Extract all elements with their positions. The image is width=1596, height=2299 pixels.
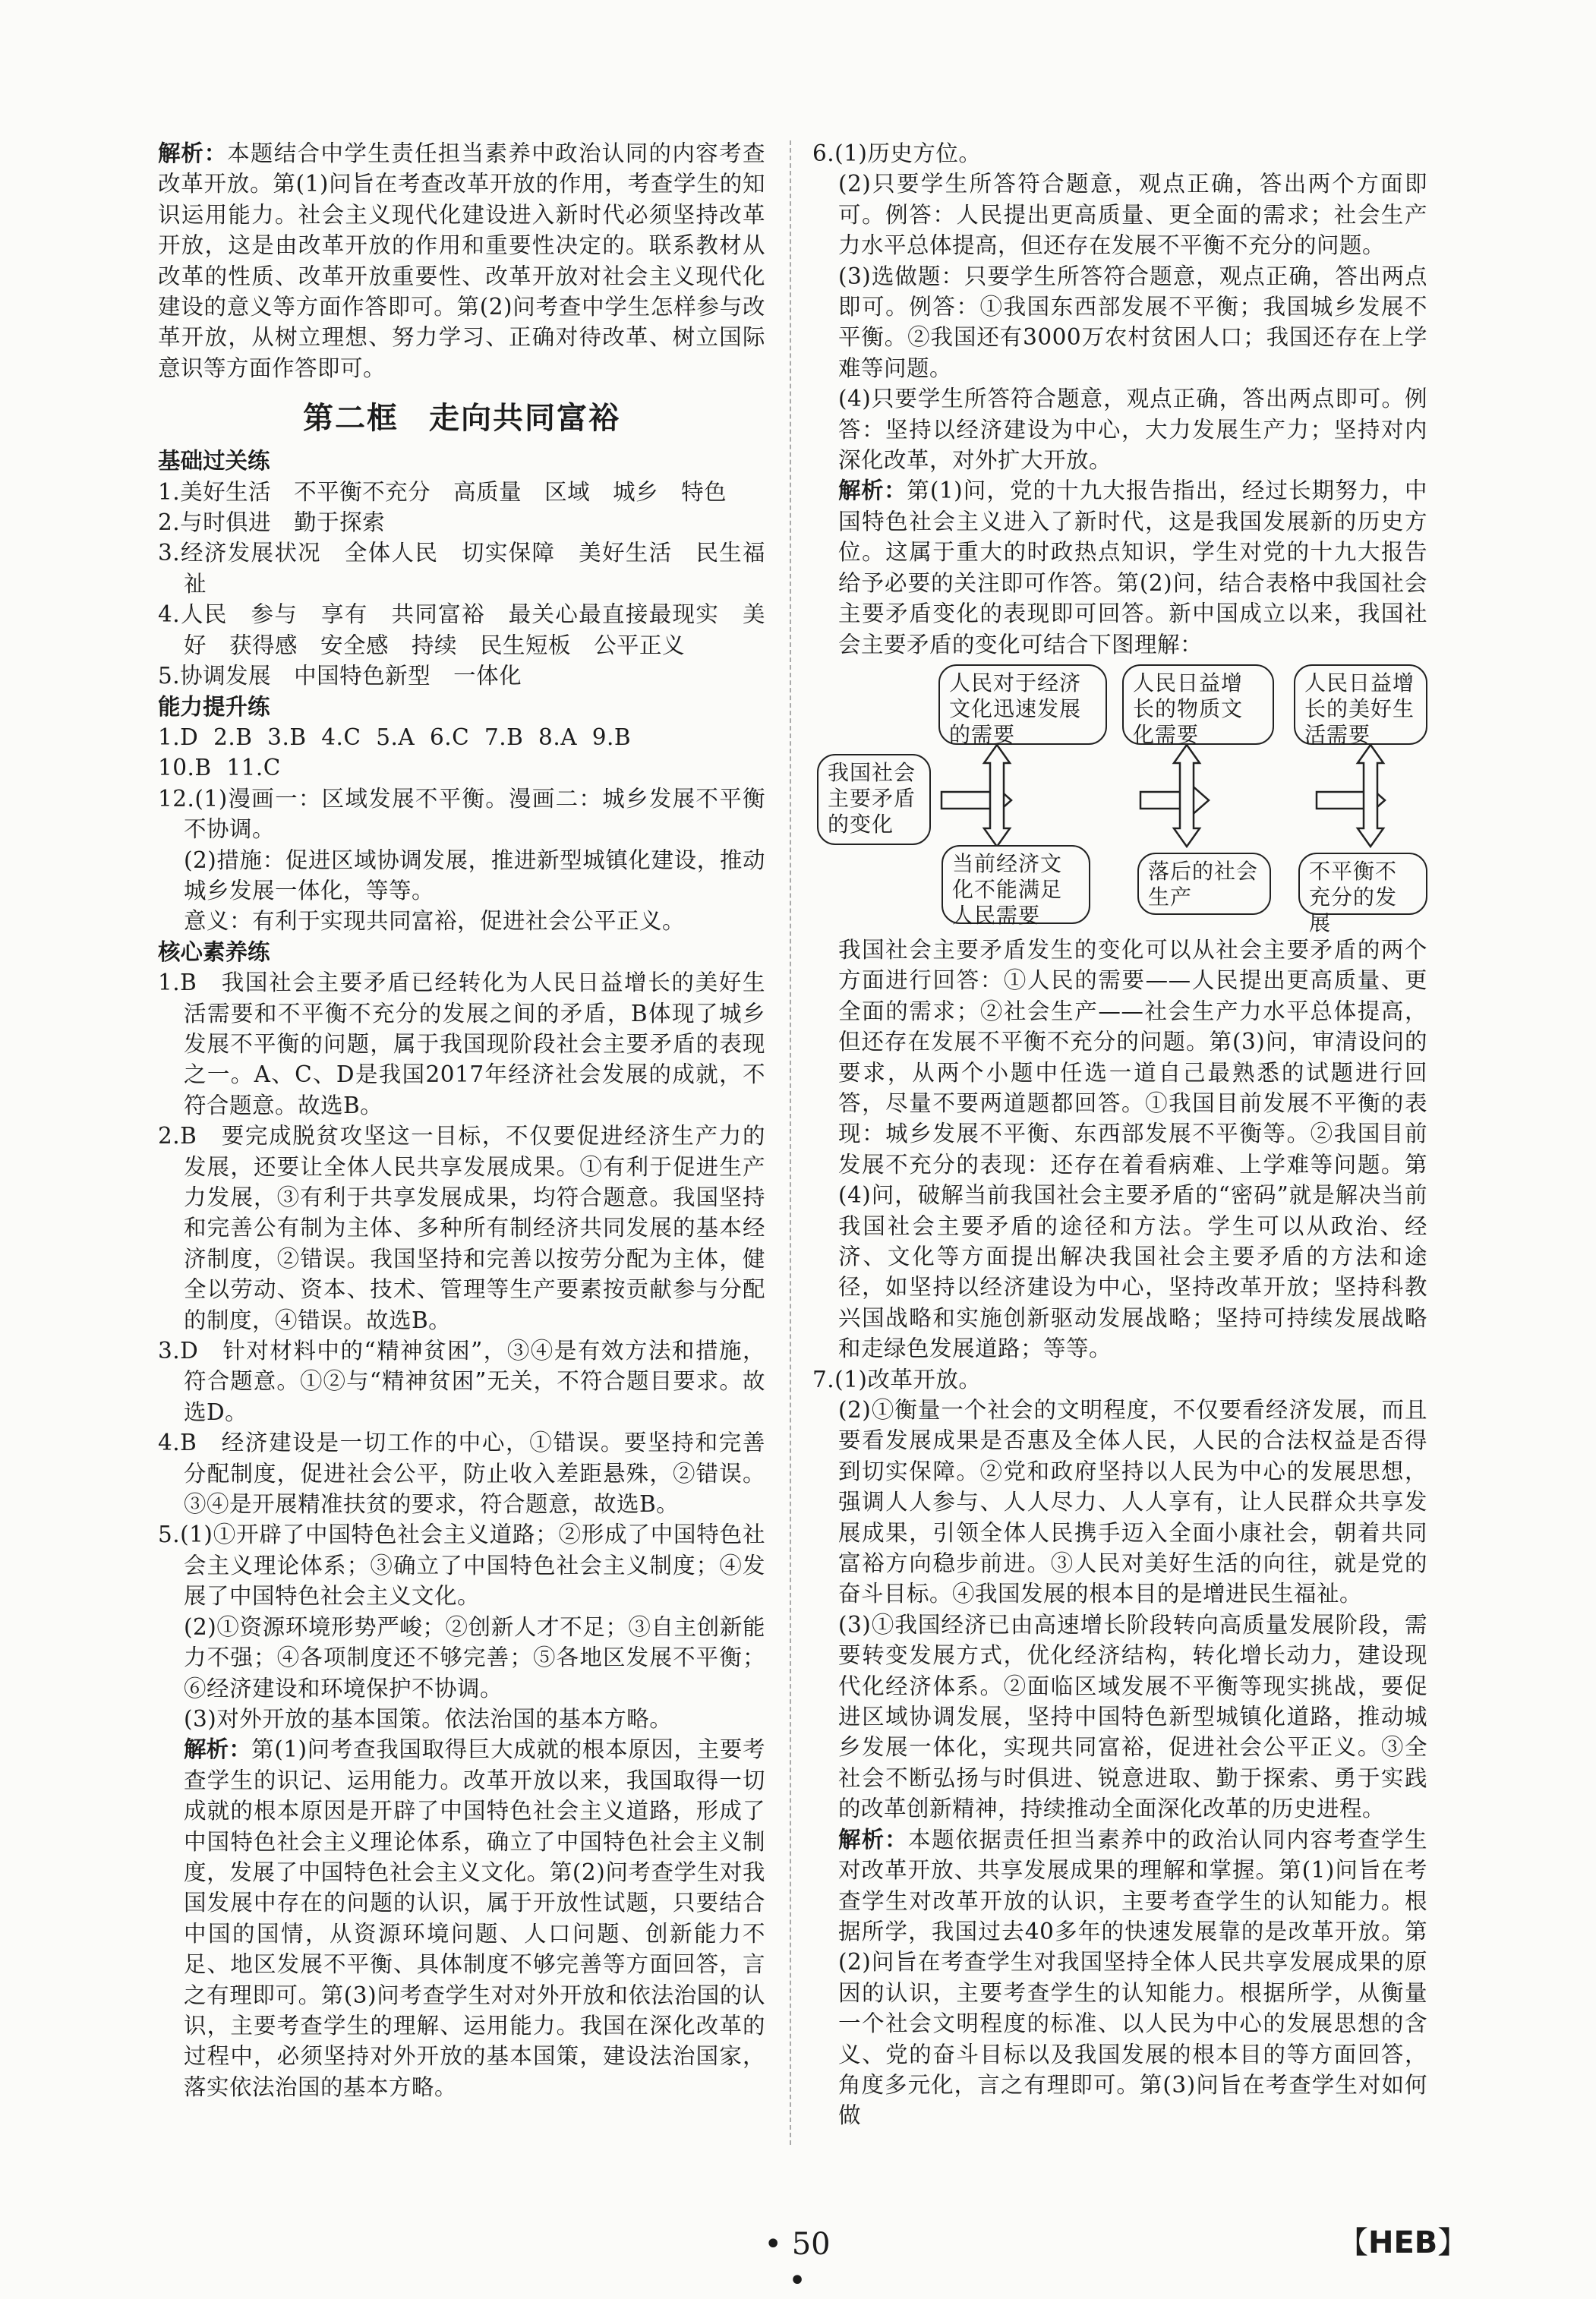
- q6-part-2: (2)只要学生所答符合题意，观点正确，答出两个方面即可。例答：人民提出更高质量、更全面的需求；社会生产力水平总体提高，但还存在发展不平衡不充分的问题。: [838, 171, 1427, 259]
- section-title-prefix: 第二框: [303, 401, 399, 437]
- basic-item: 4.人民 参与 享有 共同富裕 最关心最直接最现实 美好 获得感 安全感 持续 民生短板 公平正义: [158, 601, 765, 658]
- q5-analysis: [158, 1734, 765, 2102]
- section-title-main: 走向共同富裕: [429, 401, 620, 437]
- q12-part-1: 12.(1)漫画一：区域发展不平衡。漫画二：城乡发展不平衡不协调。: [158, 785, 765, 843]
- mc-answer: 11.C: [226, 755, 281, 781]
- analysis-label: 解析：: [158, 140, 228, 166]
- diagram-box-center: 我国社会主要矛盾的变化: [817, 754, 931, 845]
- core-item: 4.B 经济建设是一切工作的中心，①错误。要坚持和完善分配制度，促进社会公平，防止收入差距悬殊，②错误。③④是开展精准扶贫的要求，符合题意，故选B。: [158, 1430, 765, 1518]
- right-column: [812, 138, 1427, 2131]
- q7-analysis: [812, 1824, 1427, 2131]
- q7-part-2: (2)①衡量一个社会的文明程度，不仅要看经济发展，而且要看发展成果是否惠及全体人民，人民的合法权益是否得到切实保障。②党和政府坚持以人民为中心的发展思想，强调人人参与、人人尽力、人人享有，让人民群众共享发展成果，引领全体人民携手迈入全面小康社会，朝着共同富裕方向稳步前进。③人民对美好生活的向往，就是党的奋斗目标。④我国发展的根本目的是增进民生福祉。: [838, 1397, 1427, 1607]
- core-item: 2.B 要完成脱贫攻坚这一目标，不仅要促进经济生产力的发展，还要让全体人民共享发展成果。①有利于促进生产力发展，③有利于共享发展成果，均符合题意。我国坚持和完善公有制为主体、多种所有制经济共同发展的基本经济制度，②错误。我国坚持和完善以按劳分配为主体，健全以劳动、资本、技术、管理等生产要素按贡献参与分配的制度，④错误。故选B。: [158, 1123, 765, 1333]
- column-divider: [790, 140, 791, 2145]
- bracket-open: 【: [1338, 2225, 1368, 2260]
- q7-part-3: (3)①我国经济已由高速增长阶段转向高质量发展阶段，需要转变发展方式，优化经济结构，转化增长动力，建设现代化经济体系。②面临区域发展不平衡等现实挑战，要促进区域协调发展，坚持中国特色新型城镇化道路，推动城乡发展一体化，实现共同富裕，促进社会公平正义。③全社会不断弘扬与时俱进、锐意进取、勤于探索、勇于实践的改革创新精神，持续推动全面深化改革的历史进程。: [838, 1611, 1427, 1822]
- q6-part-3: (3)选做题：只要学生所答符合题意，观点正确，答出两点即可。例答：①我国东西部发展不平衡；我国城乡发展不平衡。②我国还有3000万农村贫困人口；我国还存在上学难等问题。: [838, 263, 1427, 381]
- diagram-box-bottom: 不平衡不充分的发展: [1298, 853, 1427, 915]
- diagram-box-bottom: 落后的社会生产: [1137, 853, 1271, 915]
- mc-answers-row-2: [158, 752, 765, 783]
- analysis-label: 解析：: [184, 1736, 252, 1763]
- heading-core: 核心素养练: [158, 938, 270, 965]
- section-title: [158, 394, 765, 443]
- q6-analysis-continued: 我国社会主要矛盾发生的变化可以从社会主要矛盾的两个方面进行回答：①人民的需要——人民提出更高质量、更全面的需求；②社会生产——社会生产力水平总体提高，但还存在发展不平衡不充分的问题。第(3)问，审清设问的要求，从两个小题中任选一道自己最熟悉的试题进行回答，尽量不要两道题都回答。①我国目前发展不平衡的表现：城乡发展不平衡、东西部发展不平衡等。②我国目前发展不充分的表现：还存在着看病难、上学难等问题。第(4)问，破解当前我国社会主要矛盾的“密码”就是解决当前我国社会主要矛盾的途径和方法。学生可以从政治、经济、文化等方面提出解决我国社会主要矛盾的方法和途径，如坚持以经济建设为中心，坚持改革开放；坚持科教兴国战略和实施创新驱动发展战略；坚持可持续发展战略和走绿色发展道路；等等。: [838, 936, 1427, 1362]
- book-code-text: HEB: [1368, 2225, 1438, 2260]
- mc-answer: 7.B: [484, 724, 524, 750]
- diagram-box-top: 人民日益增长的美好生活需要: [1294, 664, 1427, 745]
- analysis-text: 第(1)问，党的十九大报告指出，经过长期努力，中国特色社会主义进入了新时代，这是我国发展新的历史方位。这属于重大的时政热点知识，学生对党的十九大报告给予必要的关注即可作答。第(2)问，结合表格中我国社会主要矛盾变化的表现即可回答。新中国成立以来，我国社会主要矛盾的变化可结合下图理解：: [838, 478, 1427, 658]
- basic-item: 5.协调发展 中国特色新型 一体化: [158, 663, 522, 689]
- mc-answer: 2.B: [213, 724, 253, 750]
- mc-answer: 3.B: [267, 724, 307, 750]
- q5-part-2: (2)①资源环境形势严峻；②创新人才不足；③自主创新能力不强；④各项制度还不够完善；⑤各地区发展不平衡；⑥经济建设和环境保护不协调。: [184, 1613, 765, 1701]
- book-code: [1338, 2225, 1468, 2261]
- core-item: 3.D 针对材料中的“精神贫困”，③④是有效方法和措施，符合题意。①②与“精神贫困”无关，不符合题目要求。故选D。: [158, 1338, 765, 1425]
- basic-item: 1.美好生活 不平衡不充分 高质量 区域 城乡 特色: [158, 478, 727, 505]
- bracket-close: 】: [1437, 2225, 1468, 2260]
- page-number: • 50 •: [764, 2227, 831, 2298]
- analysis-text: 本题结合中学生责任担当素养中政治认同的内容考查改革开放。第(1)问旨在考查改革开放的作用，考查学生的知识运用能力。社会主义现代化建设进入新时代必须坚持改革开放，这是由改革开放的作用和重要性决定的。联系教材从改革的性质、改革开放重要性、改革开放对社会主义现代化建设的意义等方面作答即可。第(2)问考查中学生怎样参与改革开放，从树立理想、努力学习、正确对待改革、树立国际意识等方面作答即可。: [158, 140, 765, 381]
- left-column: [158, 138, 765, 2102]
- mc-answer: 4.C: [321, 724, 361, 750]
- analysis-label: 解析：: [838, 1826, 908, 1853]
- mc-answer: 6.C: [429, 724, 470, 750]
- mc-answers-row-1: [158, 722, 765, 752]
- analysis-text: 第(1)问考查我国取得巨大成就的根本原因，主要考查学生的识记、运用能力。改革开放以来，我国取得一切成就的根本原因是开辟了中国特色社会主义道路，形成了中国特色社会主义理论体系，确立了中国特色社会主义制度，发展了中国特色社会主义文化。第(2)问考查学生对我国发展中存在的问题的认识，属于开放性试题，只要结合中国的国情，从资源环境问题、人口问题、创新能力不足、地区发展不平衡、具体制度不够完善等方面回答，言之有理即可。第(3)问考查学生对对外开放和依法治国的认识，主要考查学生的理解、运用能力。我国在深化改革的过程中，必须坚持对外开放的基本国策，建设法治国家，落实依法治国的基本方略。: [184, 1736, 765, 2100]
- mc-answer: 8.A: [538, 724, 577, 750]
- q7-part-1: 7.(1)改革开放。: [812, 1366, 982, 1392]
- mc-answer: 9.B: [591, 724, 632, 750]
- diagram-box-top: 人民日益增长的物质文化需要: [1122, 664, 1274, 745]
- q6-part-1: 6.(1)历史方位。: [812, 140, 982, 166]
- analysis-label: 解析：: [838, 478, 907, 504]
- q6-analysis: [812, 475, 1427, 659]
- diagram-box-bottom: 当前经济文化不能满足人民需要: [942, 845, 1090, 924]
- q12-part-2: (2)措施：促进区域协调发展，推进新型城镇化建设，推动城乡发展一体化，等等。: [184, 847, 765, 904]
- diagram-box-top: 人民对于经济文化迅速发展的需要: [938, 664, 1107, 745]
- basic-item: 3.经济发展状况 全体人民 切实保障 美好生活 民生福祉: [158, 540, 765, 597]
- contradiction-diagram: [812, 663, 1427, 935]
- intro-analysis: [158, 138, 765, 383]
- q5-part-3: (3)对外开放的基本国策。依法治国的基本方略。: [184, 1705, 673, 1732]
- arrow-right: [1140, 784, 1209, 816]
- heading-basic: 基础过关练: [158, 448, 270, 475]
- mc-answer: 5.A: [376, 724, 415, 750]
- basic-item: 2.与时俱进 勤于探索: [158, 509, 386, 536]
- q5-part-1: 5.(1)①开辟了中国特色社会主义道路；②形成了中国特色社会主义理论体系；③确立了中国特色社会主义制度；④发展了中国特色社会主义文化。: [158, 1522, 765, 1610]
- core-item: 1.B 我国社会主要矛盾已经转化为人民日益增长的美好生活需要和不平衡不充分的发展之间的矛盾，B体现了城乡发展不平衡的问题，属于我国现阶段社会主要矛盾的表现之一。A、C、D是我国2017年经济社会发展的成就，不符合题意。故选B。: [158, 970, 765, 1118]
- q12-part-3: 意义：有利于实现共同富裕，促进社会公平正义。: [184, 908, 686, 935]
- heading-ability: 能力提升练: [158, 693, 270, 720]
- analysis-text: 本题依据责任担当素养中的政治认同内容考查学生对改革开放、共享发展成果的理解和掌握。第(1)问旨在考查学生对改革开放的认识，主要考查学生的认知能力。根据所学，我国过去40多年的快速发展靠的是改革开放。第(2)问旨在考查学生对我国坚持全体人民共享发展成果的原因的认识，主要考查学生的认知能力。根据所学，从衡量一个社会文明程度的标准、以人民为中心的发展思想的含义、党的奋斗目标以及我国发展的根本目的等方面回答，角度多元化，言之有理即可。第(3)问旨在考查学生对如何做: [838, 1826, 1427, 2129]
- q6-part-4: (4)只要学生所答符合题意，观点正确，答出两点即可。例答：坚持以经济建设为中心，大力发展生产力；坚持对内深化改革，对外扩大开放。: [838, 386, 1427, 474]
- mc-answer: 1.D: [158, 724, 199, 750]
- mc-answer: 10.B: [158, 755, 212, 781]
